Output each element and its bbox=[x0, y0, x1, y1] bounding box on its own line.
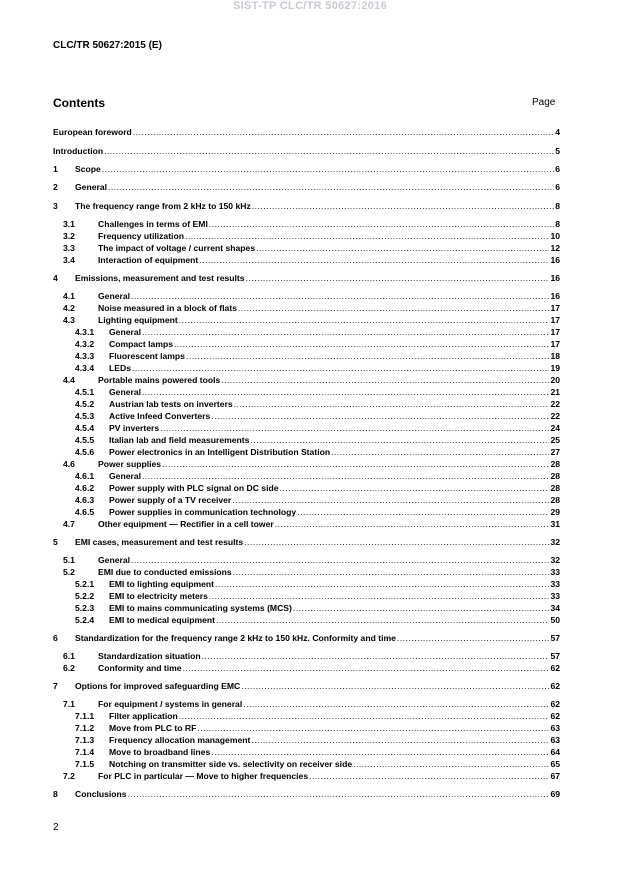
toc-entry[interactable] bbox=[53, 507, 560, 518]
contents-title: Contents bbox=[53, 96, 105, 110]
toc-leader-dots bbox=[353, 759, 549, 770]
toc-entry-title: Austrian lab tests on inverters bbox=[109, 399, 233, 409]
toc-entry-page: 16 bbox=[550, 273, 560, 283]
toc-entry-number: 4.3.4 bbox=[75, 363, 95, 373]
toc-entry-page: 22 bbox=[550, 399, 560, 409]
toc-entry[interactable] bbox=[53, 747, 560, 758]
toc-entry-number: 4 bbox=[53, 273, 58, 283]
toc-leader-dots bbox=[108, 182, 554, 193]
toc-entry-number: 4.1 bbox=[63, 291, 75, 301]
toc-entry[interactable] bbox=[53, 651, 560, 662]
toc-entry-number: 7.2 bbox=[63, 771, 75, 781]
toc-leader-dots bbox=[104, 146, 554, 157]
page-number: 2 bbox=[53, 822, 59, 833]
toc-entry-number: 5.2.1 bbox=[75, 579, 95, 589]
toc-leader-dots bbox=[211, 747, 549, 758]
toc-entry-page: 33 bbox=[550, 579, 560, 589]
toc-entry[interactable] bbox=[53, 603, 560, 614]
toc-entry-page: 63 bbox=[550, 735, 560, 745]
toc-leader-dots bbox=[397, 633, 550, 644]
toc-leader-dots bbox=[209, 591, 550, 602]
toc-entry-page: 64 bbox=[550, 747, 560, 757]
toc-leader-dots bbox=[246, 273, 550, 284]
toc-entry[interactable] bbox=[53, 723, 560, 734]
toc-leader-dots bbox=[250, 435, 549, 446]
toc-entry-page: 12 bbox=[550, 243, 560, 253]
toc-entry-number: 2 bbox=[53, 182, 58, 192]
toc-leader-dots bbox=[183, 663, 550, 674]
toc-entry-page: 5 bbox=[555, 146, 560, 156]
toc-entry-title: For equipment / systems in general bbox=[98, 699, 243, 709]
toc-entry-number: 8 bbox=[53, 789, 58, 799]
toc-entry-number: 5.2.3 bbox=[75, 603, 95, 613]
toc-leader-dots bbox=[241, 681, 549, 692]
toc-entry-title: Filter application bbox=[109, 711, 178, 721]
toc-entry-number: 6.1 bbox=[63, 651, 75, 661]
toc-entry[interactable] bbox=[53, 681, 560, 692]
toc-entry[interactable] bbox=[53, 146, 560, 157]
toc-entry-page: 69 bbox=[550, 789, 560, 799]
toc-leader-dots bbox=[102, 164, 554, 175]
toc-entry-page: 19 bbox=[550, 363, 560, 373]
document-id: CLC/TR 50627:2015 (E) bbox=[53, 40, 162, 51]
toc-leader-dots bbox=[202, 651, 550, 662]
toc-entry-number: 4.5.1 bbox=[75, 387, 95, 397]
toc-entry[interactable] bbox=[53, 711, 560, 722]
toc-entry[interactable] bbox=[53, 399, 560, 410]
toc-entry[interactable] bbox=[53, 243, 560, 254]
toc-entry-page: 31 bbox=[550, 519, 560, 529]
toc-entry-number: 4.5.5 bbox=[75, 435, 95, 445]
toc-entry-page: 24 bbox=[550, 423, 560, 433]
toc-entry[interactable] bbox=[53, 363, 560, 374]
toc-entry-title: Standardization for the frequency range 2 kHz to 150 kHz. Conformity and time bbox=[75, 633, 396, 643]
toc-entry-page: 25 bbox=[550, 435, 560, 445]
toc-entry-number: 5.1 bbox=[63, 555, 75, 565]
toc-entry-page: 28 bbox=[550, 483, 560, 493]
toc-entry-title: Portable mains powered tools bbox=[98, 375, 221, 385]
toc-entry-title: General bbox=[75, 182, 108, 192]
toc-entry-number: 7.1.1 bbox=[75, 711, 95, 721]
toc-entry-title: Power supplies bbox=[98, 459, 162, 469]
toc-entry[interactable] bbox=[53, 759, 560, 770]
toc-entry[interactable] bbox=[53, 315, 560, 326]
toc-leader-dots bbox=[251, 735, 549, 746]
toc-entry[interactable] bbox=[53, 483, 560, 494]
toc-entry-number: 3.1 bbox=[63, 219, 75, 229]
toc-entry[interactable] bbox=[53, 182, 560, 193]
toc-entry-page: 8 bbox=[555, 219, 560, 229]
toc-entry-page: 10 bbox=[550, 231, 560, 241]
toc-entry[interactable] bbox=[53, 519, 560, 530]
toc-entry[interactable] bbox=[53, 411, 560, 422]
toc-entry-number: 4.3.1 bbox=[75, 327, 95, 337]
toc-leader-dots bbox=[209, 219, 554, 230]
toc-leader-dots bbox=[174, 339, 549, 350]
toc-entry-number: 5 bbox=[53, 537, 58, 547]
toc-entry-page: 27 bbox=[550, 447, 560, 457]
toc-leader-dots bbox=[128, 789, 550, 800]
toc-entry-page: 62 bbox=[550, 681, 560, 691]
toc-entry-page: 57 bbox=[550, 633, 560, 643]
toc-entry-title: Interaction of equipment bbox=[98, 255, 199, 265]
toc-entry-number: 4.3.3 bbox=[75, 351, 95, 361]
toc-entry-title: Power supply of a TV receiver bbox=[109, 495, 232, 505]
toc-leader-dots bbox=[252, 201, 554, 212]
toc-entry[interactable] bbox=[53, 387, 560, 398]
toc-entry-title: Notching on transmitter side vs. selectivity on receiver side bbox=[109, 759, 353, 769]
toc-entry[interactable] bbox=[53, 435, 560, 446]
toc-entry-page: 62 bbox=[550, 711, 560, 721]
toc-entry[interactable] bbox=[53, 459, 560, 470]
toc-entry-page: 6 bbox=[555, 182, 560, 192]
toc-entry-page: 57 bbox=[550, 651, 560, 661]
toc-leader-dots bbox=[179, 711, 550, 722]
toc-leader-dots bbox=[233, 567, 550, 578]
toc-entry[interactable] bbox=[53, 579, 560, 590]
toc-entry-number: 4.4 bbox=[63, 375, 75, 385]
toc-entry-page: 8 bbox=[555, 201, 560, 211]
toc-entry-number: 4.6.3 bbox=[75, 495, 95, 505]
toc-entry-page: 33 bbox=[550, 567, 560, 577]
toc-entry-title: Move to broadband lines bbox=[109, 747, 211, 757]
toc-entry-number: 4.5.6 bbox=[75, 447, 95, 457]
toc-entry-title: LEDs bbox=[109, 363, 131, 373]
watermark: SIST-TP CLC/TR 50627:2016 bbox=[232, 0, 388, 12]
toc-entry[interactable] bbox=[53, 495, 560, 506]
toc-entry[interactable] bbox=[53, 127, 560, 138]
toc-entry-title: Power supply with PLC signal on DC side bbox=[109, 483, 279, 493]
toc-entry-page: 28 bbox=[550, 459, 560, 469]
toc-entry-title: EMI to lighting equipment bbox=[109, 579, 215, 589]
toc-entry-title: Other equipment — Rectifier in a cell tower bbox=[98, 519, 274, 529]
toc-entry-title: Options for improved safeguarding EMC bbox=[75, 681, 241, 691]
toc-entry[interactable] bbox=[53, 567, 560, 578]
toc-entry-title: Scope bbox=[75, 164, 101, 174]
toc-leader-dots bbox=[309, 771, 549, 782]
toc-leader-dots bbox=[244, 537, 549, 548]
toc-entry-page: 28 bbox=[550, 471, 560, 481]
toc-entry-number: 5.2 bbox=[63, 567, 75, 577]
toc-leader-dots bbox=[133, 127, 554, 138]
toc-entry-page: 21 bbox=[550, 387, 560, 397]
toc-entry[interactable] bbox=[53, 303, 560, 314]
toc-entry[interactable] bbox=[53, 231, 560, 242]
toc-entry-title: Compact lamps bbox=[109, 339, 173, 349]
toc-entry-page: 17 bbox=[550, 315, 560, 325]
toc-entry-number: 4.7 bbox=[63, 519, 75, 529]
toc-leader-dots bbox=[186, 351, 550, 362]
toc-entry-number: 3 bbox=[53, 201, 58, 211]
toc-leader-dots bbox=[199, 255, 549, 266]
toc-entry-title: Active Infeed Converters bbox=[109, 411, 211, 421]
toc-leader-dots bbox=[197, 723, 549, 734]
toc-entry-title: Emissions, measurement and test results bbox=[75, 273, 245, 283]
toc-entry-number: 4.6.1 bbox=[75, 471, 95, 481]
toc-entry[interactable] bbox=[53, 789, 560, 800]
toc-leader-dots bbox=[238, 303, 549, 314]
toc-leader-dots bbox=[234, 399, 550, 410]
toc-entry-page: 17 bbox=[550, 327, 560, 337]
toc-entry[interactable] bbox=[53, 555, 560, 566]
toc-entry-title: General bbox=[98, 555, 131, 565]
toc-entry-title: General bbox=[109, 387, 142, 397]
toc-entry-page: 34 bbox=[550, 603, 560, 613]
toc-leader-dots bbox=[221, 375, 549, 386]
toc-entry-number: 4.3.2 bbox=[75, 339, 95, 349]
toc-entry-title: EMI to mains communicating systems (MCS) bbox=[109, 603, 292, 613]
toc-entry[interactable] bbox=[53, 447, 560, 458]
toc-entry[interactable] bbox=[53, 771, 560, 782]
toc-leader-dots bbox=[160, 423, 549, 434]
toc-entry-number: 7 bbox=[53, 681, 58, 691]
toc-entry-title: General bbox=[109, 471, 142, 481]
toc-entry-number: 1 bbox=[53, 164, 58, 174]
toc-entry-page: 50 bbox=[550, 615, 560, 625]
toc-entry[interactable] bbox=[53, 537, 560, 548]
toc-entry-page: 62 bbox=[550, 663, 560, 673]
toc-entry-page: 22 bbox=[550, 411, 560, 421]
toc-entry-title: Italian lab and field measurements bbox=[109, 435, 250, 445]
toc-leader-dots bbox=[131, 291, 549, 302]
toc-entry-number: 4.5.4 bbox=[75, 423, 95, 433]
toc-entry-number: 4.5.2 bbox=[75, 399, 95, 409]
toc-entry[interactable] bbox=[53, 219, 560, 230]
toc-leader-dots bbox=[215, 579, 549, 590]
toc-entry-number: 7.1.4 bbox=[75, 747, 95, 757]
toc-entry-number: 7.1 bbox=[63, 699, 75, 709]
toc-entry[interactable] bbox=[53, 273, 560, 284]
toc-entry-number: 7.1.3 bbox=[75, 735, 95, 745]
toc-entry-number: 4.3 bbox=[63, 315, 75, 325]
toc-entry-title: Conformity and time bbox=[98, 663, 182, 673]
toc-entry[interactable] bbox=[53, 423, 560, 434]
toc-leader-dots bbox=[275, 519, 550, 530]
toc-entry-page: 32 bbox=[550, 555, 560, 565]
toc-entry-title: Lighting equipment bbox=[98, 315, 178, 325]
toc-entry-page: 29 bbox=[550, 507, 560, 517]
toc-leader-dots bbox=[293, 603, 550, 614]
toc-entry[interactable] bbox=[53, 339, 560, 350]
toc-entry-number: 3.2 bbox=[63, 231, 75, 241]
toc-entry-page: 67 bbox=[550, 771, 560, 781]
toc-leader-dots bbox=[142, 471, 549, 482]
toc-entry-page: 17 bbox=[550, 339, 560, 349]
toc-entry-number: 6.2 bbox=[63, 663, 75, 673]
toc-entry-title: EMI to medical equipment bbox=[109, 615, 216, 625]
toc-entry-title: Introduction bbox=[53, 146, 104, 156]
toc-entry-number: 7.1.5 bbox=[75, 759, 95, 769]
toc-entry-number: 4.6 bbox=[63, 459, 75, 469]
toc-entry-title: EMI due to conducted emissions bbox=[98, 567, 232, 577]
toc-leader-dots bbox=[185, 231, 549, 242]
toc-entry-title: European foreword bbox=[53, 127, 132, 137]
toc-entry-title: Fluorescent lamps bbox=[109, 351, 185, 361]
toc-entry-page: 20 bbox=[550, 375, 560, 385]
toc-entry-number: 7.1.2 bbox=[75, 723, 95, 733]
toc-entry-number: 4.2 bbox=[63, 303, 75, 313]
toc-leader-dots bbox=[179, 315, 550, 326]
toc-leader-dots bbox=[256, 243, 549, 254]
toc-entry-title: EMI to electricity meters bbox=[109, 591, 208, 601]
toc-entry-title: The frequency range from 2 kHz to 150 kHz bbox=[75, 201, 251, 211]
toc-entry-number: 3.3 bbox=[63, 243, 75, 253]
toc-entry[interactable] bbox=[53, 699, 560, 710]
toc-leader-dots bbox=[280, 483, 550, 494]
toc-entry-number: 6 bbox=[53, 633, 58, 643]
toc-entry-title: Noise measured in a block of flats bbox=[98, 303, 237, 313]
toc-entry-title: For PLC in particular — Move to higher frequencies bbox=[98, 771, 309, 781]
toc-entry-page: 18 bbox=[550, 351, 560, 361]
toc-entry-page: 28 bbox=[550, 495, 560, 505]
toc-entry-number: 4.6.2 bbox=[75, 483, 95, 493]
toc-leader-dots bbox=[243, 699, 549, 710]
toc-entry-title: Power electronics in an Intelligent Distribution Station bbox=[109, 447, 331, 457]
toc-entry-title: Frequency allocation management bbox=[109, 735, 251, 745]
toc-entry-number: 4.5.3 bbox=[75, 411, 95, 421]
toc-leader-dots bbox=[297, 507, 549, 518]
toc-entry[interactable] bbox=[53, 351, 560, 362]
toc-entry-number: 5.2.4 bbox=[75, 615, 95, 625]
toc-entry-page: 65 bbox=[550, 759, 560, 769]
toc-entry-page: 32 bbox=[550, 537, 560, 547]
toc-entry-page: 4 bbox=[555, 127, 560, 137]
toc-leader-dots bbox=[232, 495, 549, 506]
toc-entry-title: PV inverters bbox=[109, 423, 160, 433]
toc-entry[interactable] bbox=[53, 291, 560, 302]
toc-entry-page: 63 bbox=[550, 723, 560, 733]
toc-entry-title: Frequency utilization bbox=[98, 231, 184, 241]
toc-leader-dots bbox=[331, 447, 549, 458]
toc-leader-dots bbox=[216, 615, 549, 626]
toc-entry-title: Standardization situation bbox=[98, 651, 201, 661]
toc-entry-page: 6 bbox=[555, 164, 560, 174]
toc-entry-title: Conclusions bbox=[75, 789, 127, 799]
toc-entry-page: 16 bbox=[550, 255, 560, 265]
toc-leader-dots bbox=[162, 459, 549, 470]
toc-leader-dots bbox=[142, 387, 549, 398]
toc-entry-number: 5.2.2 bbox=[75, 591, 95, 601]
toc-leader-dots bbox=[132, 363, 549, 374]
toc-entry-title: General bbox=[109, 327, 142, 337]
toc-entry[interactable] bbox=[53, 327, 560, 338]
page-column-label: Page bbox=[532, 97, 556, 108]
toc-entry-number: 3.4 bbox=[63, 255, 75, 265]
toc-entry-page: 16 bbox=[550, 291, 560, 301]
toc-entry[interactable] bbox=[53, 201, 560, 212]
toc-entry[interactable] bbox=[53, 633, 560, 644]
toc-entry-title: Challenges in terms of EMI bbox=[98, 219, 208, 229]
toc-leader-dots bbox=[131, 555, 549, 566]
toc-entry[interactable] bbox=[53, 164, 560, 175]
toc-entry-title: EMI cases, measurement and test results bbox=[75, 537, 244, 547]
toc-entry[interactable] bbox=[53, 471, 560, 482]
toc-leader-dots bbox=[211, 411, 549, 422]
toc-entry-title: Power supplies in communication technology bbox=[109, 507, 297, 517]
toc-entry[interactable] bbox=[53, 591, 560, 602]
toc-entry-page: 62 bbox=[550, 699, 560, 709]
toc-leader-dots bbox=[142, 327, 549, 338]
toc-entry[interactable] bbox=[53, 615, 560, 626]
toc-entry[interactable] bbox=[53, 255, 560, 266]
toc-entry[interactable] bbox=[53, 735, 560, 746]
toc-entry-page: 17 bbox=[550, 303, 560, 313]
toc-entry-title: Move from PLC to RF bbox=[109, 723, 197, 733]
toc-entry[interactable] bbox=[53, 663, 560, 674]
toc-entry[interactable] bbox=[53, 375, 560, 386]
toc-entry-title: The impact of voltage / current shapes bbox=[98, 243, 256, 253]
toc-entry-title: General bbox=[98, 291, 131, 301]
toc-entry-number: 4.6.5 bbox=[75, 507, 95, 517]
toc-entry-page: 33 bbox=[550, 591, 560, 601]
